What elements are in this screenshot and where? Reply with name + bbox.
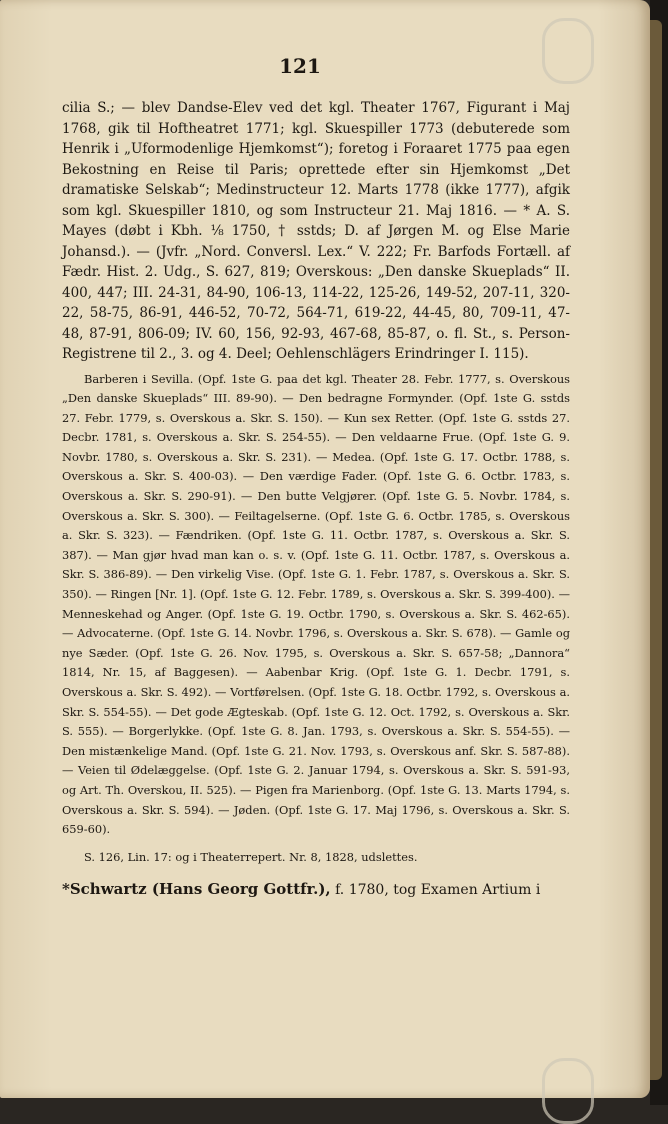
book-edge [650, 0, 668, 1105]
next-entry-text: f. 1780, tog Examen Artium i [335, 882, 541, 899]
clip-shadow-bottom [542, 1058, 594, 1124]
page-stack [650, 20, 662, 1080]
correction-note: S. 126, Lin. 17: og i Theaterrepert. Nr. 8, 1828, udslettes. [84, 849, 418, 864]
page-body [62, 98, 570, 901]
works-paragraph: Barberen i Sevilla. (Opf. 1ste G. paa det kgl. Theater 28. Febr. 1777, s. Overskous „Den danske Skueplads“ III. 89-90). — Den bedragne Formynder. (Opf. 1ste G. sstds 27. Febr. 1779, s. Overskous a. Skr. S. 150). — Kun sex Retter. (Opf. 1ste G. sstds 27. Decbr. 1781, s. Overskous a. Skr. S. 254-55). — Den veldaarne Frue. (Opf. 1ste G. 9. Novbr. 1780, s. Overskous a. Skr. S. 231). — Medea. (Opf. 1ste G. 17. Octbr. 1788, s. Overskous a. Skr. S. 400-03). — Den værdige Fader. (Opf. 1ste G. 6. Octbr. 1783, s. Overskous a. Skr. S. 290-91). — Den butte Velgjører. (Opf. 1ste G. 5. Novbr. 1784, s. Overskous a. Skr. S. 300). — Feiltagelserne. (Opf. 1ste G. 6. Octbr. 1785, s. Overskous a. Skr. S. 323). — Fændriken. (Opf. 1ste G. 11. Octbr. 1787, s. Overskous a. Skr. S. 387). — Man gjør hvad man kan o. s. v. (Opf. 1ste G. 11. Octbr. 1787, s. Overskous a. Skr. S. 386-89). — Den virkelig Vise. (Opf. 1ste G. 1. Febr. 1787, s. Overskous a. Skr. S. 350). — Ringen [Nr. 1]. (Opf. 1ste G. 12. Febr. 1789, s. Overskous a. Skr. S. 399-400). — Menneskehad og Anger. (Opf. 1ste G. 19. Octbr. 1790, s. Overskous a. Skr. S. 462-65). — Advocaterne. (Opf. 1ste G. 14. Novbr. 1796, s. Overskous a. Skr. S. 678). — Gamle og nye Sæder. (Opf. 1ste G. 26. Nov. 1795, s. Overskous a. Skr. S. 657-58; „Dannora“ 1814, Nr. 15, af Baggesen). — Aabenbar Krig. (Opf. 1ste G. 1. Decbr. 1791, s. Overskous a. Skr. S. 492). — Vortførelsen. (Opf. 1ste G. 18. Octbr. 1792, s. Overskous a. Skr. S. 554-55). — Det gode Ægteskab. (Opf. 1ste G. 12. Oct. 1792, s. Overskous a. Skr. S. 555). — Borgerlykke. (Opf. 1ste G. 8. Jan. 1793, s. Overskous a. Skr. S. 554-55). — Den mistænkelige Mand. (Opf. 1ste G. 21. Nov. 1793, s. Overskous anf. Skr. S. 587-88). — Veien til Ødelæggelse. (Opf. 1ste G. 2. Januar 1794, s. Overskous a. Skr. S. 591-93, og Art. Th. Overskou, II. 525). — Pigen fra Marienborg. (Opf. 1ste G. 13. Marts 1794, s. Overskous a. Skr. S. 594). — Jøden. (Opf. 1ste G. 17. Maj 1796, s. Overskous a. Skr. S. 659-60). [62, 371, 570, 837]
next-entry-name: *Schwartz (Hans Georg Gottfr.), [62, 880, 331, 899]
next-entry [62, 878, 570, 901]
clip-shadow-top [542, 18, 594, 84]
biography-paragraph: cilia S.; — blev Dandse-Elev ved det kgl. Theater 1767, Figurant i Maj 1768, gik til Hoftheatret 1771; kgl. Skuespiller 1773 (debuterede som Henrik i „Uformodenlige Hjemkomst“); foretog i Foraaret 1775 paa egen Bekostning en Reise til Paris; oprettede efter sin Hjemkomst „Det dramatiske Selskab“; Medinstructeur 12. Marts 1778 (ikke 1777), afgik som kgl. Skuespiller 1810, og som Instructeur 21. Maj 1816. — * A. S. Mayes (døbt i Kbh. ⅛ 1750, † sstds; D. af Jørgen M. og Else Marie Johansd.). — (Jvfr. „Nord. Conversl. Lex.“ V. 222; Fr. Barfods Fortæll. af Fædr. Hist. 2. Udg., S. 627, 819; Overskous: „Den danske Skueplads“ II. 400, 447; III. 24-31, 84-90, 106-13, 114-22, 125-26, 149-52, 207-11, 320-22, 58-75, 86-91, 446-52, 70-72, 564-71, 619-22, 44-45, 80, 709-11, 47-48, 87-91, 806-09; IV. 60, 156, 92-93, 467-68, 85-87, o. fl. St., s. Person-Registrene til 2., 3. og 4. Deel; Oehlenschlägers Erindringer I. 115). [62, 100, 570, 362]
page-number: 121 [279, 54, 321, 78]
